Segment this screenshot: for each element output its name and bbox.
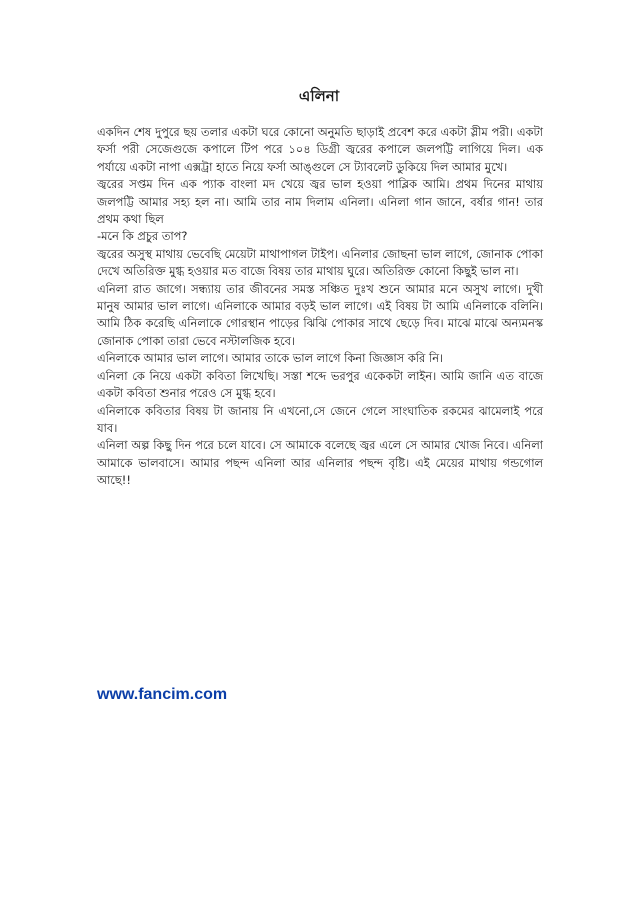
paragraph-8: এনিলাকে কবিতার বিষয় টা জানায় নি এখনো,সে জেনে গেলে সাংঘাতিক রকমের ঝামেলাই পরে যাব।: [97, 403, 543, 435]
document-title: এলিনা: [298, 87, 340, 105]
footer-website-link[interactable]: www.fancim.com: [97, 686, 228, 703]
paragraph-6: এনিলাকে আমার ভাল লাগে। আমার তাকে ভাল লাগে কিনা জিজ্ঞাস করি নি।: [97, 351, 444, 366]
paragraph-5: এনিলা রাত জাগে। সন্ধ্যায় তার জীবনের সমস্ত সঞ্চিত দুঃখ শুনে আমার মনে অসুখ লাগে। দুখী মানুষ আমার ভাল লাগে। এনিলাকে আমার বড়ই ভাল লাগে। এই বিষয় টা আমি এনিলাকে বলিনি। আমি ঠিক করেছি এনিলাকে গোরস্থান পাড়ের ঝিঝি পোকার সাথে ছেড়ে দিব। মাঝে মাঝে অন্যমনস্ক জোনাক পোকা তারা ভেবে নস্টালজিক হবে।: [97, 281, 543, 348]
paragraph-3: -মনে কি প্রচুর তাপ?: [97, 229, 188, 244]
paragraph-7: এনিলা কে নিয়ে একটা কবিতা লিখেছি। সস্তা শব্দে ভরপুর একেকটা লাইন। আমি জানি এত বাজে একটা কবিতা শুনার পরেও সে মুগ্ধ হবে।: [97, 368, 543, 401]
paragraph-9: এনিলা অল্প কিছু দিন পরে চলে যাবে। সে আমাকে বলেছে জ্বর এলে সে আমার খোজ নিবে। এনিলা আমাকে ভালবাসে। আমার পছন্দ এনিলা আর এনিলার পছন্দ বৃষ্টি। এই মেয়ের মাথায় গন্ডগোল আছে!!: [97, 438, 543, 488]
paragraph-2: জ্বরের সপ্তম দিন এক প্যাক বাংলা মদ খেয়ে জ্বর ভাল হওয়া পাব্লিক আমি। প্রথম দিনের মাথায় জলপট্টি আমার সহ্য হল না। আমি তার নাম দিলাম এনিলা। এনিলা গান জানে, বর্ষার গান! তার প্রথম কথা ছিল: [97, 177, 543, 227]
document-body: [97, 124, 543, 490]
paragraph-4: জ্বরের অসুস্থ মাথায় ভেবেছি মেয়েটা মাথাপাগল টাইপ। এনিলার জোছনা ভাল লাগে, জোনাক পোকা দেখে অতিরিক্ত মুগ্ধ হওয়ার মত বাজে বিষয় তার মাথায় ঘুরে। অতিরিক্ত কোনো কিছুই ভাল না।: [97, 246, 543, 279]
paragraph-1: একদিন শেষ দুপুরে ছয় তলার একটা ঘরে কোনো অনুমতি ছাড়াই প্রবেশ করে একটা স্লীম পরী। একটা ফর্সা পরী সেজেগুজে কপালে টিপ পরে ১০৪ ডিগ্রী জ্বরের কপালে জলপট্টি লাগিয়ে দিল। এক পর্যায়ে একটা নাপা এক্সট্রা হাতে নিয়ে ফর্সা আঙ্গুলে সে ট্যাবলেট ডুকিয়ে দিল আমার মুখে।: [97, 125, 543, 174]
